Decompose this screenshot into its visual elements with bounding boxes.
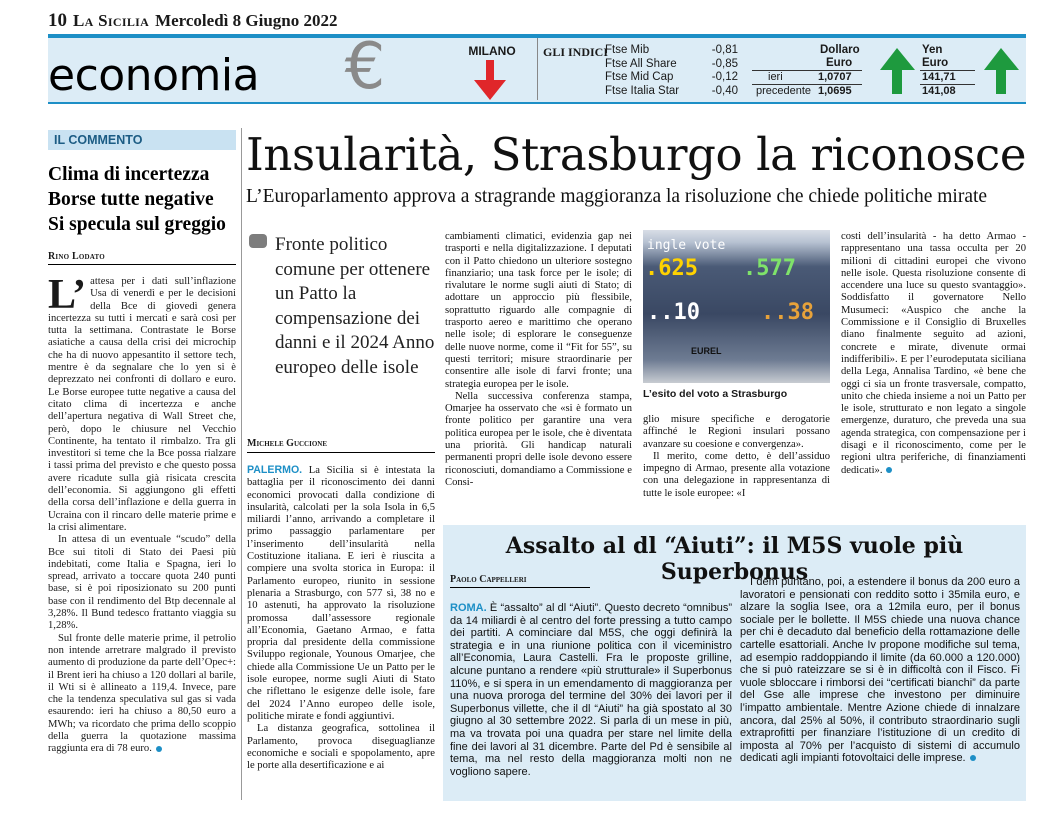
arrow-up-icon	[878, 46, 916, 96]
article-paragraph: La distanza geografica, sottolinea il Parlamento, provoca diseguaglianze economiche e sociali e spopolamento, apre le porte alla desertificazione e ai	[247, 723, 435, 772]
drop-cap: L’	[48, 272, 87, 318]
photo-number: ..10	[647, 300, 700, 325]
comment-paragraph: In attesa di un eventuale “scudo” della Bce sui titoli di Stato dei Paesi più indebitati, come Italia e Spagna, ieri lo spread, arrivato a toccare quota 240 punti base, si è poi riposizionato su 200 punti base con il rendimento del Btp decennale al 3,28%. Il Bund tedesco frattanto viaggia su 1,28%.	[48, 534, 236, 632]
article-paragraph	[247, 464, 435, 723]
box-paragraph-text: I dem puntano, poi, a estendere il bonus da 200 euro a lavoratori e pensionati con reddito sotto i 35mila euro, e alzare la soglia Isee, ora a 12mila euro, per il bonus sociale per le bollette. Il M5S chiede una nuova chance per chi è decaduto dal beneficio della rottamazione delle cartelle esattoriali. Anche Iv propone modifiche sul tema, ad esempio raddoppiando il limite (da 60.000 a 120.000) che si può rateizzare se si è in difficoltà con il Fisco. Fi vuole sbloccare i rimborsi dei “certificati bianchi” da parte del Gse alle imprese che investono per diminuire l’impatto ambientale. Mentre Azione chiede di innalzare ancora, dal 25% al 50%, il contributo straordinario sugli extraprofitti per finanziare l’istituzione di un credito di imposta al 70% per l’acquisto di sistemi di accumulo dedicati agli impianti fotovoltaici delle imprese.	[740, 576, 1020, 765]
article-paragraph-text: La Sicilia si è intestata la battaglia per il riconoscimento dei danni economici provocati dalla condizione di insularità, calcolati per la sola Isola in 6,5 miliardi l’anno, arrivando a completare il primo passaggio parlamentare per l’inserimento dell’insularità nella Costituzione italiana. E ieri è riuscita a compiere una svolta storica in Europa: il Parlamento europeo, riunito in sessione plenaria a Strasburgo, con 577 sì, 38 no e 10 astenuti, ha approvato la risoluzione promossa dall’assessore regionale all’Economia, Gaetano Armao, e fatta propria dal presidente della commissione Sviluppo regionale, Younous Omarjee, che chiede alla Commissione Ue un Patto per le isole europee, norme sugli Aiuti di Stato che riflettano le esigenze delle isole, fare del 2024 l’Anno europeo delle isole, politiche mirate e fondi aggiuntivi.	[247, 465, 435, 722]
comment-paragraph	[48, 272, 236, 534]
index-row	[605, 58, 705, 70]
dollar-prec-label: precedente	[756, 85, 812, 97]
photo-caption: L’esito del voto a Strasburgo	[643, 388, 788, 400]
article-byline: Michele Guccione	[247, 438, 328, 449]
page-number: 10	[48, 10, 67, 31]
index-row	[605, 71, 705, 83]
comment-headline-line: Si specula sul greggio	[48, 214, 226, 235]
vote-result-photo	[643, 230, 830, 383]
box-byline: Paolo Cappelleri	[450, 574, 527, 585]
index-name: Ftse All Share	[605, 58, 677, 70]
article-paragraph: glio misure specifiche e derogatorie affinché le Regioni insulari possano avanzare su coesione e convergenza».	[643, 414, 830, 450]
box-column-2	[740, 576, 1020, 765]
comment-byline: Rino Lodato	[48, 251, 105, 262]
section-title: economia	[48, 50, 260, 101]
article-column-1	[247, 464, 435, 772]
yen-ieri-value: 141,71	[922, 71, 956, 83]
newspaper-brand: La Sicilia	[73, 11, 150, 30]
box-column-1	[450, 602, 732, 778]
index-row	[605, 44, 705, 56]
box-paragraph-text: È “assalto” al dl “Aiuti”. Questo decreto “omnibus” da 14 miliardi è al centro del forte pressing a tutto campo dei partiti. A cominciare dal M5S, che oggi definirà la strategia e in una riunione politica con il viceministro all’Economia, Laura Castelli. Fra le proposte grilline, alcune puntano a rendere «più strutturale» il Superbonus 110%, e si spera in un emendamento di maggioranza per una nuova proroga del termine del 30% dei lavori per il Superbonus villette, che il dl “Aiuti” ha già spostato al 30 giugno al 30 settembre 2022. Si parla di un mese in più, ma va trovata poi una quadra per stare nel limite della fine dei lavori al 31 dicembre. Parte del Pd è sensibile al tema, ma nel resto della maggioranza molti non ne vogliono sapere.	[450, 602, 732, 778]
box-title: Assalto al dl “Aiuti”: il M5S vuole più Superbonus	[505, 533, 964, 585]
end-mark-icon	[156, 746, 162, 752]
divider	[247, 452, 435, 453]
dateline: ROMA.	[450, 602, 487, 614]
comment-paragraph-text: attesa per i dati sull’inflazione Usa di venerdì e per le decisioni della Bce di giovedì genera incertezza su tutti i mercati e sarà così per tutta la settimana. Contrastate le Borse asiatiche a causa della crisi dei microchip che ha di nuovo appesantito il settore tech, mentre è da segnalare che lo yen si è deprezzato nei confronti di dollaro e euro. Le Borse europee tutte negative a causa del citato clima di incertezza e anche dell’apertura negativa di Wall Street che, però, dopo le chiusure nel Vecchio Continente, ha tentato il rimbalzo. Tra gli investitori si teme che la Bce possa rialzare i tassi prima del previsto e che questo possa avere ricadute sulla già risicata crescita dell’economia. Si aggiungono gli effetti della corsa dell’inflazione e della guerra in Ucraina con il rincaro delle materie prime e la crisi alimentare.	[48, 276, 236, 533]
dollar-header: Dollaro	[820, 44, 860, 56]
comment-paragraph	[48, 633, 236, 756]
article-column-2	[445, 231, 632, 489]
arrow-up-icon	[982, 46, 1020, 96]
comment-label: IL COMMENTO	[48, 130, 236, 150]
divider	[537, 38, 538, 100]
article-paragraph	[841, 231, 1026, 477]
end-mark-icon	[970, 755, 976, 761]
article-subtitle: L’Europarlamento approva a stragrande maggioranza la risoluzione che chiede politiche mirate	[246, 186, 988, 207]
divider	[48, 264, 236, 265]
dollar-ieri-label: ieri	[768, 71, 783, 83]
index-value: -0,40	[711, 85, 738, 97]
milano-label: MILANO	[468, 44, 516, 58]
index-name: Ftse Mid Cap	[605, 71, 674, 83]
page-header	[48, 10, 338, 32]
photo-number: .625	[645, 256, 698, 281]
index-name: Ftse Mib	[605, 44, 650, 56]
comment-headline	[48, 162, 238, 237]
index-name: Ftse Italia Star	[605, 85, 680, 97]
photo-screen-text: ingle vote	[647, 238, 726, 253]
indices-label: GLI INDICI	[543, 45, 609, 59]
divider	[450, 587, 590, 588]
article-column-4	[841, 231, 1026, 477]
article-paragraph: Nella successiva conferenza stampa, Omarjee ha osservato che «si è formato un fronte politico per garantire una vera politica europea per le isole, che è diventata una priorità. Gli handicap naturali permanenti propri delle isole devono essere riconosciuti, domandiamo a Commissione e Consi-	[445, 390, 632, 488]
box-paragraph	[450, 602, 732, 778]
quote-marker-icon	[249, 234, 267, 248]
index-value: -0,85	[711, 58, 738, 70]
index-value: -0,81	[711, 44, 738, 56]
yen-subheader: Euro	[922, 57, 949, 69]
box-paragraph	[740, 576, 1020, 765]
dollar-prec-value: 1,0695	[818, 85, 852, 97]
dollar-subheader: Euro	[826, 57, 853, 69]
euro-icon: €	[344, 30, 386, 104]
photo-number: ..38	[761, 300, 814, 325]
photo-number: .577	[743, 256, 796, 281]
pull-quote: Fronte politico comune per ottenere un Patto la compensazione dei danni e il 2024 Anno europeo delle isole	[275, 234, 435, 378]
index-row	[605, 85, 705, 97]
yen-prec-value: 141,08	[922, 85, 956, 97]
article-paragraph: Il merito, come detto, è dell’assiduo impegno di Armao, presente alla votazione con una delegazione in rappresentanza di tutte le isole europee: «I	[643, 450, 830, 499]
article-paragraph: cambiamenti climatici, evidenzia gap nei trasporti e nella digitalizzazione. I deputati con il Patto chiedono un ulteriore sostegno finanziario; una task force per le isole; di rivalutare le norme sugli aiuti di Stato; di adottare un approccio più flessibile, soprattutto riguardo alle compagnie di trasporto aereo e marittimo che operano nelle isole; di esplorare le conseguenze delle nuove norme, come il “Fit for 55”, su questi territori; misure straordinarie per consentire alle isole di farvi fronte; una strategia europea per le isole.	[445, 231, 632, 390]
end-mark-icon	[886, 467, 892, 473]
comment-headline-line: Clima di incertezza	[48, 164, 210, 185]
divider	[241, 128, 242, 800]
photo-brand: EUREL	[691, 346, 722, 356]
index-value: -0,12	[711, 71, 738, 83]
article-title: Insularità, Strasburgo la riconosce	[246, 128, 1027, 181]
issue-date: Mercoledì 8 Giugno 2022	[155, 11, 338, 30]
comment-body	[48, 272, 236, 756]
dollar-ieri-value: 1,0707	[818, 71, 852, 83]
comment-headline-line: Borse tutte negative	[48, 189, 214, 210]
dateline: PALERMO.	[247, 464, 303, 476]
article-column-3	[643, 414, 830, 500]
yen-header: Yen	[922, 44, 943, 56]
comment-paragraph-text: Sul fronte delle materie prime, il petrolio non intende arretrare malgrado il previsto aumento di produzione da parte dell’Opec+: il Brent ieri ha chiuso a 120 dollari al barile, il Wti si è allineato a 119,4. Invece, pare che la tendenza speculativa sul gas si vada esaurendo: ieri ha chiuso a 80,50 euro a MWh; va ricordato che prima dello scoppio della guerra la quotazione massima raggiunta era di 78 euro.	[48, 632, 236, 755]
article-paragraph-text: costi dell’insularità - ha detto Armao - rappresentano una tassa occulta per 20 milioni di cittadini europei che vivono nelle isole. Questa risoluzione consente di accendere una luce su questo svantaggio». Soddisfatto il governatore Nello Musumeci: «Auspico che anche la Commissione e il Consiglio di Bruxelles diano finalmente seguito ad azioni, concrete e mirate, divenute ormai indifferibili». E per l’eurodeputata siciliana della Lega, Annalisa Tardino, «è bene che oggi ci sia un fronte trasversale, compatto, unito che chieda insieme a noi un Patto per le isole, strutturato e non legato a singole emergenze, duraturo, che preveda una sua agenda strategica, con compensazione per i disagi e il riconoscimento, come per le regioni ultra periferiche, di finanziamenti dedicati».	[841, 231, 1026, 476]
arrow-down-icon	[472, 58, 508, 102]
